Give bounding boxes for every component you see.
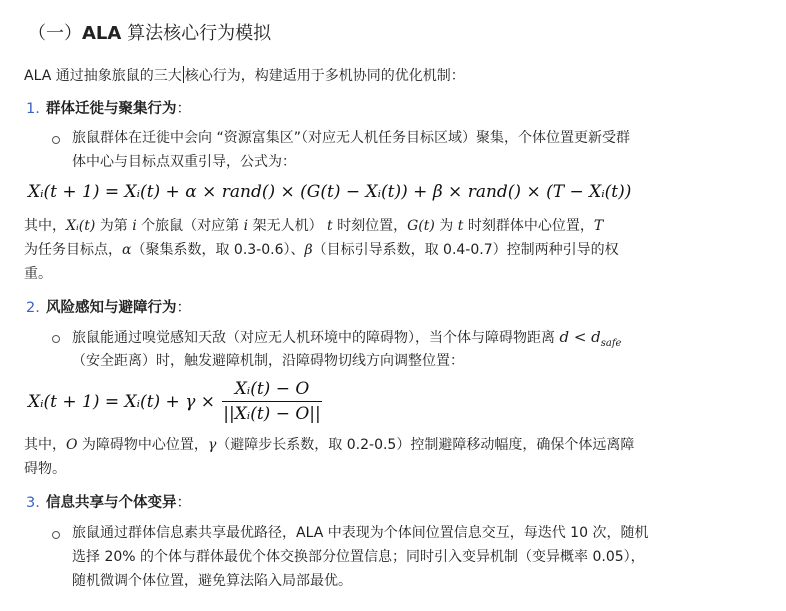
math: i [132, 218, 137, 234]
intro-text-before: ALA 通过抽象旅鼠的三大 [24, 68, 182, 84]
fraction-denominator: ||Xᵢ(t) − O|| [223, 404, 321, 424]
text: 时刻群体中心位置， [463, 218, 594, 234]
text: （聚集系数，取 0.3-0.6）、 [131, 242, 305, 258]
explain-line [24, 217, 603, 235]
list-item-3-heading [26, 491, 191, 512]
math: t [327, 218, 333, 234]
text: 为任务目标点， [24, 242, 122, 258]
math: α [122, 242, 132, 258]
list-title-suffix: ： [176, 495, 191, 511]
text: 为 [434, 218, 458, 234]
explain-line [24, 436, 634, 454]
text: （避障步长系数，取 0.2-0.5）控制避障移动幅度，确保个体远离障 [216, 437, 635, 453]
bullet-text-line: （安全距离）时，触发避障机制，沿障碍物切线方向调整位置： [72, 353, 464, 369]
explain-line: 重。 [24, 266, 52, 282]
fraction-numerator: Xᵢ(t) − O [234, 379, 310, 399]
bullet-text-line: 随机微调个体位置，避免算法陷入局部最优。 [72, 573, 352, 589]
bullet-icon [52, 531, 60, 539]
math: G(t) [407, 218, 435, 234]
text: 其中， [24, 437, 66, 453]
heading-rest: 算法核心行为模拟 [121, 23, 272, 44]
math: O [66, 437, 78, 453]
text: 为障碍物中心位置， [77, 437, 208, 453]
bullet-text-line: 旅鼠通过群体信息素共享最优路径，ALA 中表现为个体间位置信息交互，每迭代 10 次，随机 [72, 525, 649, 541]
text: 其中， [24, 218, 66, 234]
math: i [243, 218, 249, 234]
intro-paragraph [24, 65, 465, 85]
text: 架无人机） [248, 218, 328, 234]
fraction-bar [222, 401, 322, 402]
list-number: 3. [26, 495, 40, 511]
math-subscript: safe [600, 337, 622, 349]
formula-position-update: Xᵢ(t + 1) = Xᵢ(t) + α × rand() × (G(t) − Xᵢ(t)) + β × rand() × (T − Xᵢ(t)) [28, 182, 632, 202]
heading-bold: ALA [82, 23, 122, 44]
list-item-2-heading [26, 296, 191, 317]
text: 为第 [95, 218, 133, 234]
bullet-text-line: 体中心与目标点双重引导，公式为： [72, 154, 296, 170]
bullet-text-line: 旅鼠群体在迁徙中会向 “资源富集区”（对应无人机任务目标区域）聚集，个体位置更新受群 [72, 130, 630, 146]
bullet-icon [52, 136, 60, 144]
list-title: 风险感知与避障行为 [46, 300, 177, 316]
math: Xᵢ(t) [66, 218, 96, 234]
formula-avoidance-left: Xᵢ(t + 1) = Xᵢ(t) + γ × [28, 392, 216, 412]
bullet-icon [52, 335, 60, 343]
text-cursor [183, 66, 184, 83]
list-title-suffix: ： [176, 300, 191, 316]
math: t [457, 218, 464, 234]
math: d < d [559, 328, 601, 346]
explain-line [24, 241, 619, 259]
text: 时刻位置， [332, 218, 408, 234]
bullet-text-line [72, 328, 621, 353]
intro-text-after: 核心行为，构建适用于多机协同的优化机制： [184, 68, 465, 84]
math: β [304, 242, 313, 258]
list-number: 2. [26, 300, 40, 316]
explain-line: 碍物。 [24, 461, 66, 477]
math: γ [207, 437, 217, 453]
math: T [593, 218, 604, 234]
list-item-1-heading [26, 97, 191, 118]
list-number: 1. [26, 101, 40, 117]
list-title: 信息共享与个体变异 [46, 495, 177, 511]
bullet-text-line: 选择 20% 的个体与群体最优个体交换部分位置信息；同时引入变异机制（变异概率 0.05）， [72, 549, 645, 565]
list-title-suffix: ： [176, 101, 191, 117]
text: 旅鼠能通过嗅觉感知天敌（对应无人机环境中的障碍物），当个体与障碍物距离 [72, 330, 560, 346]
section-heading [28, 19, 271, 45]
list-title: 群体迁徙与聚集行为 [46, 101, 177, 117]
text: 个旅鼠（对应第 [136, 218, 244, 234]
heading-prefix: （一） [28, 23, 82, 44]
text: （目标引导系数，取 0.4-0.7）控制两种引导的权 [312, 242, 619, 258]
